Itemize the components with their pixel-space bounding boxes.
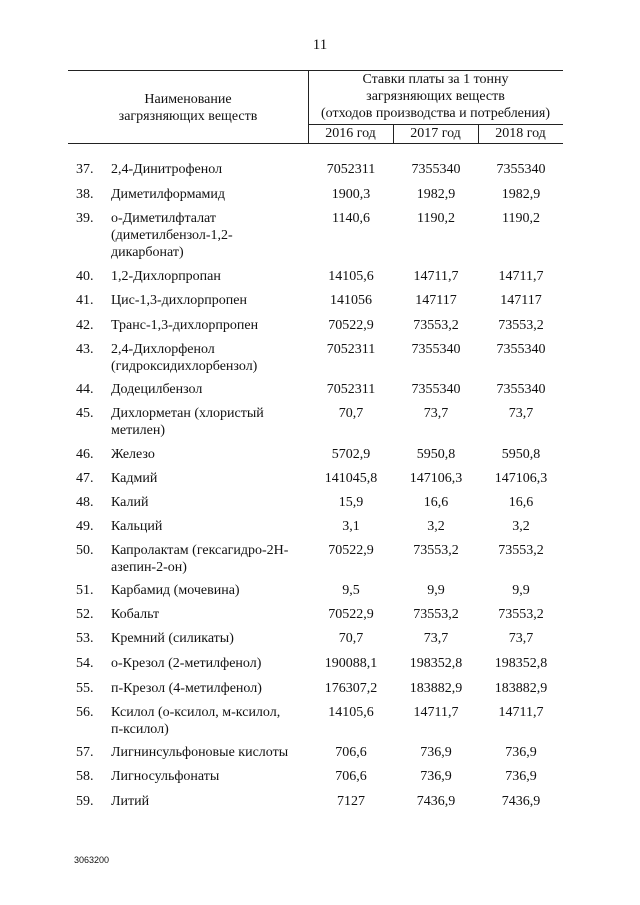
substance-name-line: Додецилбензол: [111, 382, 203, 397]
substance-name-line: Железо: [111, 447, 155, 462]
substance-name-line: Кальций: [111, 519, 163, 534]
rate-2016: 9,5: [342, 583, 360, 598]
row-number: 46.: [76, 447, 94, 462]
row-number: 37.: [76, 162, 94, 177]
rate-2017: 7355340: [411, 382, 461, 397]
row-number: 41.: [76, 293, 94, 308]
substance-name-line: 2,4-Дихлорфенол: [111, 342, 215, 357]
substance-name-line: азепин-2-он): [111, 560, 187, 575]
substance-name: [111, 381, 311, 398]
substance-name: [111, 405, 311, 439]
header-line: (отходов производства и потребления): [321, 106, 550, 121]
rate-2016: 70,7: [338, 631, 364, 646]
row-number: 53.: [76, 631, 94, 646]
substance-name: [111, 606, 311, 623]
substance-name-line: (гидроксидихлорбензол): [111, 359, 258, 374]
rate-2018: 7355340: [496, 382, 546, 397]
substance-name-line: 1,2-Дихлорпропан: [111, 269, 221, 284]
rate-2016: 7127: [337, 794, 365, 809]
rate-2018: 1982,9: [501, 187, 541, 202]
rate-2017: 73553,2: [413, 543, 459, 558]
substance-name-line: п-ксилол): [111, 722, 169, 737]
year-header-2018: 2018 год: [495, 126, 546, 141]
name-column-header: [68, 91, 308, 125]
rate-2017: 7436,9: [416, 794, 456, 809]
substance-name-line: 2,4-Динитрофенол: [111, 162, 223, 177]
substance-name: [111, 341, 311, 375]
substance-name: [111, 210, 311, 261]
substance-name: [111, 317, 311, 334]
row-number: 44.: [76, 382, 94, 397]
row-number: 52.: [76, 607, 94, 622]
substance-name-line: метилен): [111, 423, 166, 438]
rate-2018: 1190,2: [502, 211, 540, 226]
substance-name: [111, 446, 311, 463]
row-number: 47.: [76, 471, 94, 486]
rate-2018: 73553,2: [498, 607, 544, 622]
row-number: 49.: [76, 519, 94, 534]
rate-2017: 9,9: [427, 583, 445, 598]
rate-2016: 1900,3: [331, 187, 371, 202]
substance-name-line: Лигнинсульфоновые кислоты: [111, 745, 289, 760]
rate-2017: 73553,2: [413, 607, 459, 622]
rate-2016: 7052311: [326, 162, 376, 177]
year-header-2017: 2017 год: [410, 126, 461, 141]
rate-2018: 14711,7: [498, 705, 544, 720]
rate-2018: 3,2: [512, 519, 530, 534]
substance-name-line: Лигносульфонаты: [111, 769, 220, 784]
substance-name-line: Кобальт: [111, 607, 160, 622]
substance-name-line: Карбамид (мочевина): [111, 583, 240, 598]
substance-name-line: Ксилол (о-ксилол, м-ксилол,: [111, 705, 281, 720]
header-line: Наименование: [144, 92, 232, 107]
rate-2017: 736,9: [420, 745, 452, 760]
substance-name-line: Цис-1,3-дихлорпропен: [111, 293, 247, 308]
rate-2018: 147117: [500, 293, 542, 308]
substance-name: [111, 680, 311, 697]
rate-2016: 7052311: [326, 382, 376, 397]
row-number: 55.: [76, 681, 94, 696]
substance-name: [111, 655, 311, 672]
substance-name: [111, 292, 311, 309]
rate-2017: 73,7: [423, 631, 449, 646]
rate-2018: 736,9: [505, 745, 537, 760]
year-header-2016: 2016 год: [325, 126, 376, 141]
rate-2018: 5950,8: [501, 447, 541, 462]
row-number: 39.: [76, 211, 94, 226]
rate-2017: 14711,7: [413, 269, 459, 284]
rate-2018: 73553,2: [498, 543, 544, 558]
rate-2017: 73,7: [423, 406, 449, 421]
row-number: 58.: [76, 769, 94, 784]
rate-2016: 70522,9: [328, 318, 374, 333]
substance-name-line: (диметилбензол-1,2-: [111, 228, 233, 243]
rate-2018: 183882,9: [494, 681, 548, 696]
rate-2016: 15,9: [338, 495, 364, 510]
rate-2016: 14105,6: [328, 705, 374, 720]
rate-2017: 198352,8: [409, 656, 463, 671]
rate-2017: 5950,8: [416, 447, 456, 462]
substance-name-line: Кремний (силикаты): [111, 631, 234, 646]
header-line: Ставки платы за 1 тонну: [362, 72, 509, 87]
rate-2017: 16,6: [423, 495, 449, 510]
row-number: 56.: [76, 705, 94, 720]
rate-2016: 1140,6: [332, 211, 370, 226]
rate-2016: 190088,1: [324, 656, 378, 671]
row-number: 51.: [76, 583, 94, 598]
substance-name-line: Кадмий: [111, 471, 158, 486]
substance-name: [111, 470, 311, 487]
row-number: 40.: [76, 269, 94, 284]
rate-2016: 706,6: [335, 745, 367, 760]
rate-2018: 73,7: [508, 406, 534, 421]
rate-2016: 3,1: [342, 519, 360, 534]
substance-name-line: Литий: [111, 794, 150, 809]
substance-name: [111, 518, 311, 535]
substance-name-line: п-Крезол (4-метилфенол): [111, 681, 262, 696]
rate-2016: 70522,9: [328, 607, 374, 622]
rate-2016: 141056: [330, 293, 372, 308]
rate-2018: 7355340: [496, 342, 546, 357]
rate-2018: 16,6: [508, 495, 534, 510]
rate-2017: 3,2: [427, 519, 445, 534]
rate-2017: 7355340: [411, 342, 461, 357]
rate-2018: 7355340: [496, 162, 546, 177]
substance-name-line: Диметилформамид: [111, 187, 226, 202]
rate-2016: 706,6: [335, 769, 367, 784]
row-number: 50.: [76, 543, 94, 558]
rate-2018: 73553,2: [498, 318, 544, 333]
row-number: 43.: [76, 342, 94, 357]
row-number: 57.: [76, 745, 94, 760]
rate-2017: 736,9: [420, 769, 452, 784]
substance-name-line: о-Крезол (2-метилфенол): [111, 656, 262, 671]
substance-name: [111, 161, 311, 178]
row-number: 45.: [76, 406, 94, 421]
rate-2018: 9,9: [512, 583, 530, 598]
rates-column-header: [308, 71, 563, 122]
rate-2016: 70522,9: [328, 543, 374, 558]
substance-name: [111, 582, 311, 599]
rate-2017: 147117: [415, 293, 457, 308]
page-number: 11: [312, 37, 328, 53]
substance-name: [111, 542, 311, 576]
substance-name-line: Транс-1,3-дихлорпропен: [111, 318, 259, 333]
rate-2016: 70,7: [338, 406, 364, 421]
row-number: 38.: [76, 187, 94, 202]
rate-2017: 1982,9: [416, 187, 456, 202]
header-line: загрязняющих веществ: [366, 89, 505, 104]
rate-2017: 147106,3: [409, 471, 463, 486]
rate-2018: 14711,7: [498, 269, 544, 284]
rate-2016: 176307,2: [324, 681, 378, 696]
rate-2017: 1190,2: [417, 211, 455, 226]
rate-2017: 73553,2: [413, 318, 459, 333]
substance-name-line: Дихлорметан (хлористый: [111, 406, 264, 421]
rate-2018: 73,7: [508, 631, 534, 646]
row-number: 42.: [76, 318, 94, 333]
rate-2016: 141045,8: [324, 471, 378, 486]
substance-name: [111, 268, 311, 285]
row-number: 59.: [76, 794, 94, 809]
substance-name: [111, 704, 311, 738]
rate-2016: 14105,6: [328, 269, 374, 284]
substance-name: [111, 630, 311, 647]
substance-name: [111, 768, 311, 785]
rate-2017: 14711,7: [413, 705, 459, 720]
substance-name: [111, 744, 311, 761]
substance-name: [111, 793, 311, 810]
rate-2017: 7355340: [411, 162, 461, 177]
rate-2018: 147106,3: [494, 471, 548, 486]
rate-2018: 7436,9: [501, 794, 541, 809]
substance-name-line: Калий: [111, 495, 149, 510]
rate-2018: 736,9: [505, 769, 537, 784]
header-bottom-rule: [68, 143, 563, 144]
rate-2017: 183882,9: [409, 681, 463, 696]
substance-name-line: о-Диметилфталат: [111, 211, 217, 226]
substance-name: [111, 186, 311, 203]
substance-name: [111, 494, 311, 511]
footer-document-code: 3063200: [74, 855, 110, 865]
substance-name-line: дикарбонат): [111, 245, 184, 260]
substance-name-line: Капролактам (гексагидро-2Н-: [111, 543, 289, 558]
rate-2016: 5702,9: [331, 447, 371, 462]
header-line: загрязняющих веществ: [118, 109, 258, 124]
row-number: 48.: [76, 495, 94, 510]
rate-2018: 198352,8: [494, 656, 548, 671]
rate-2016: 7052311: [326, 342, 376, 357]
row-number: 54.: [76, 656, 94, 671]
